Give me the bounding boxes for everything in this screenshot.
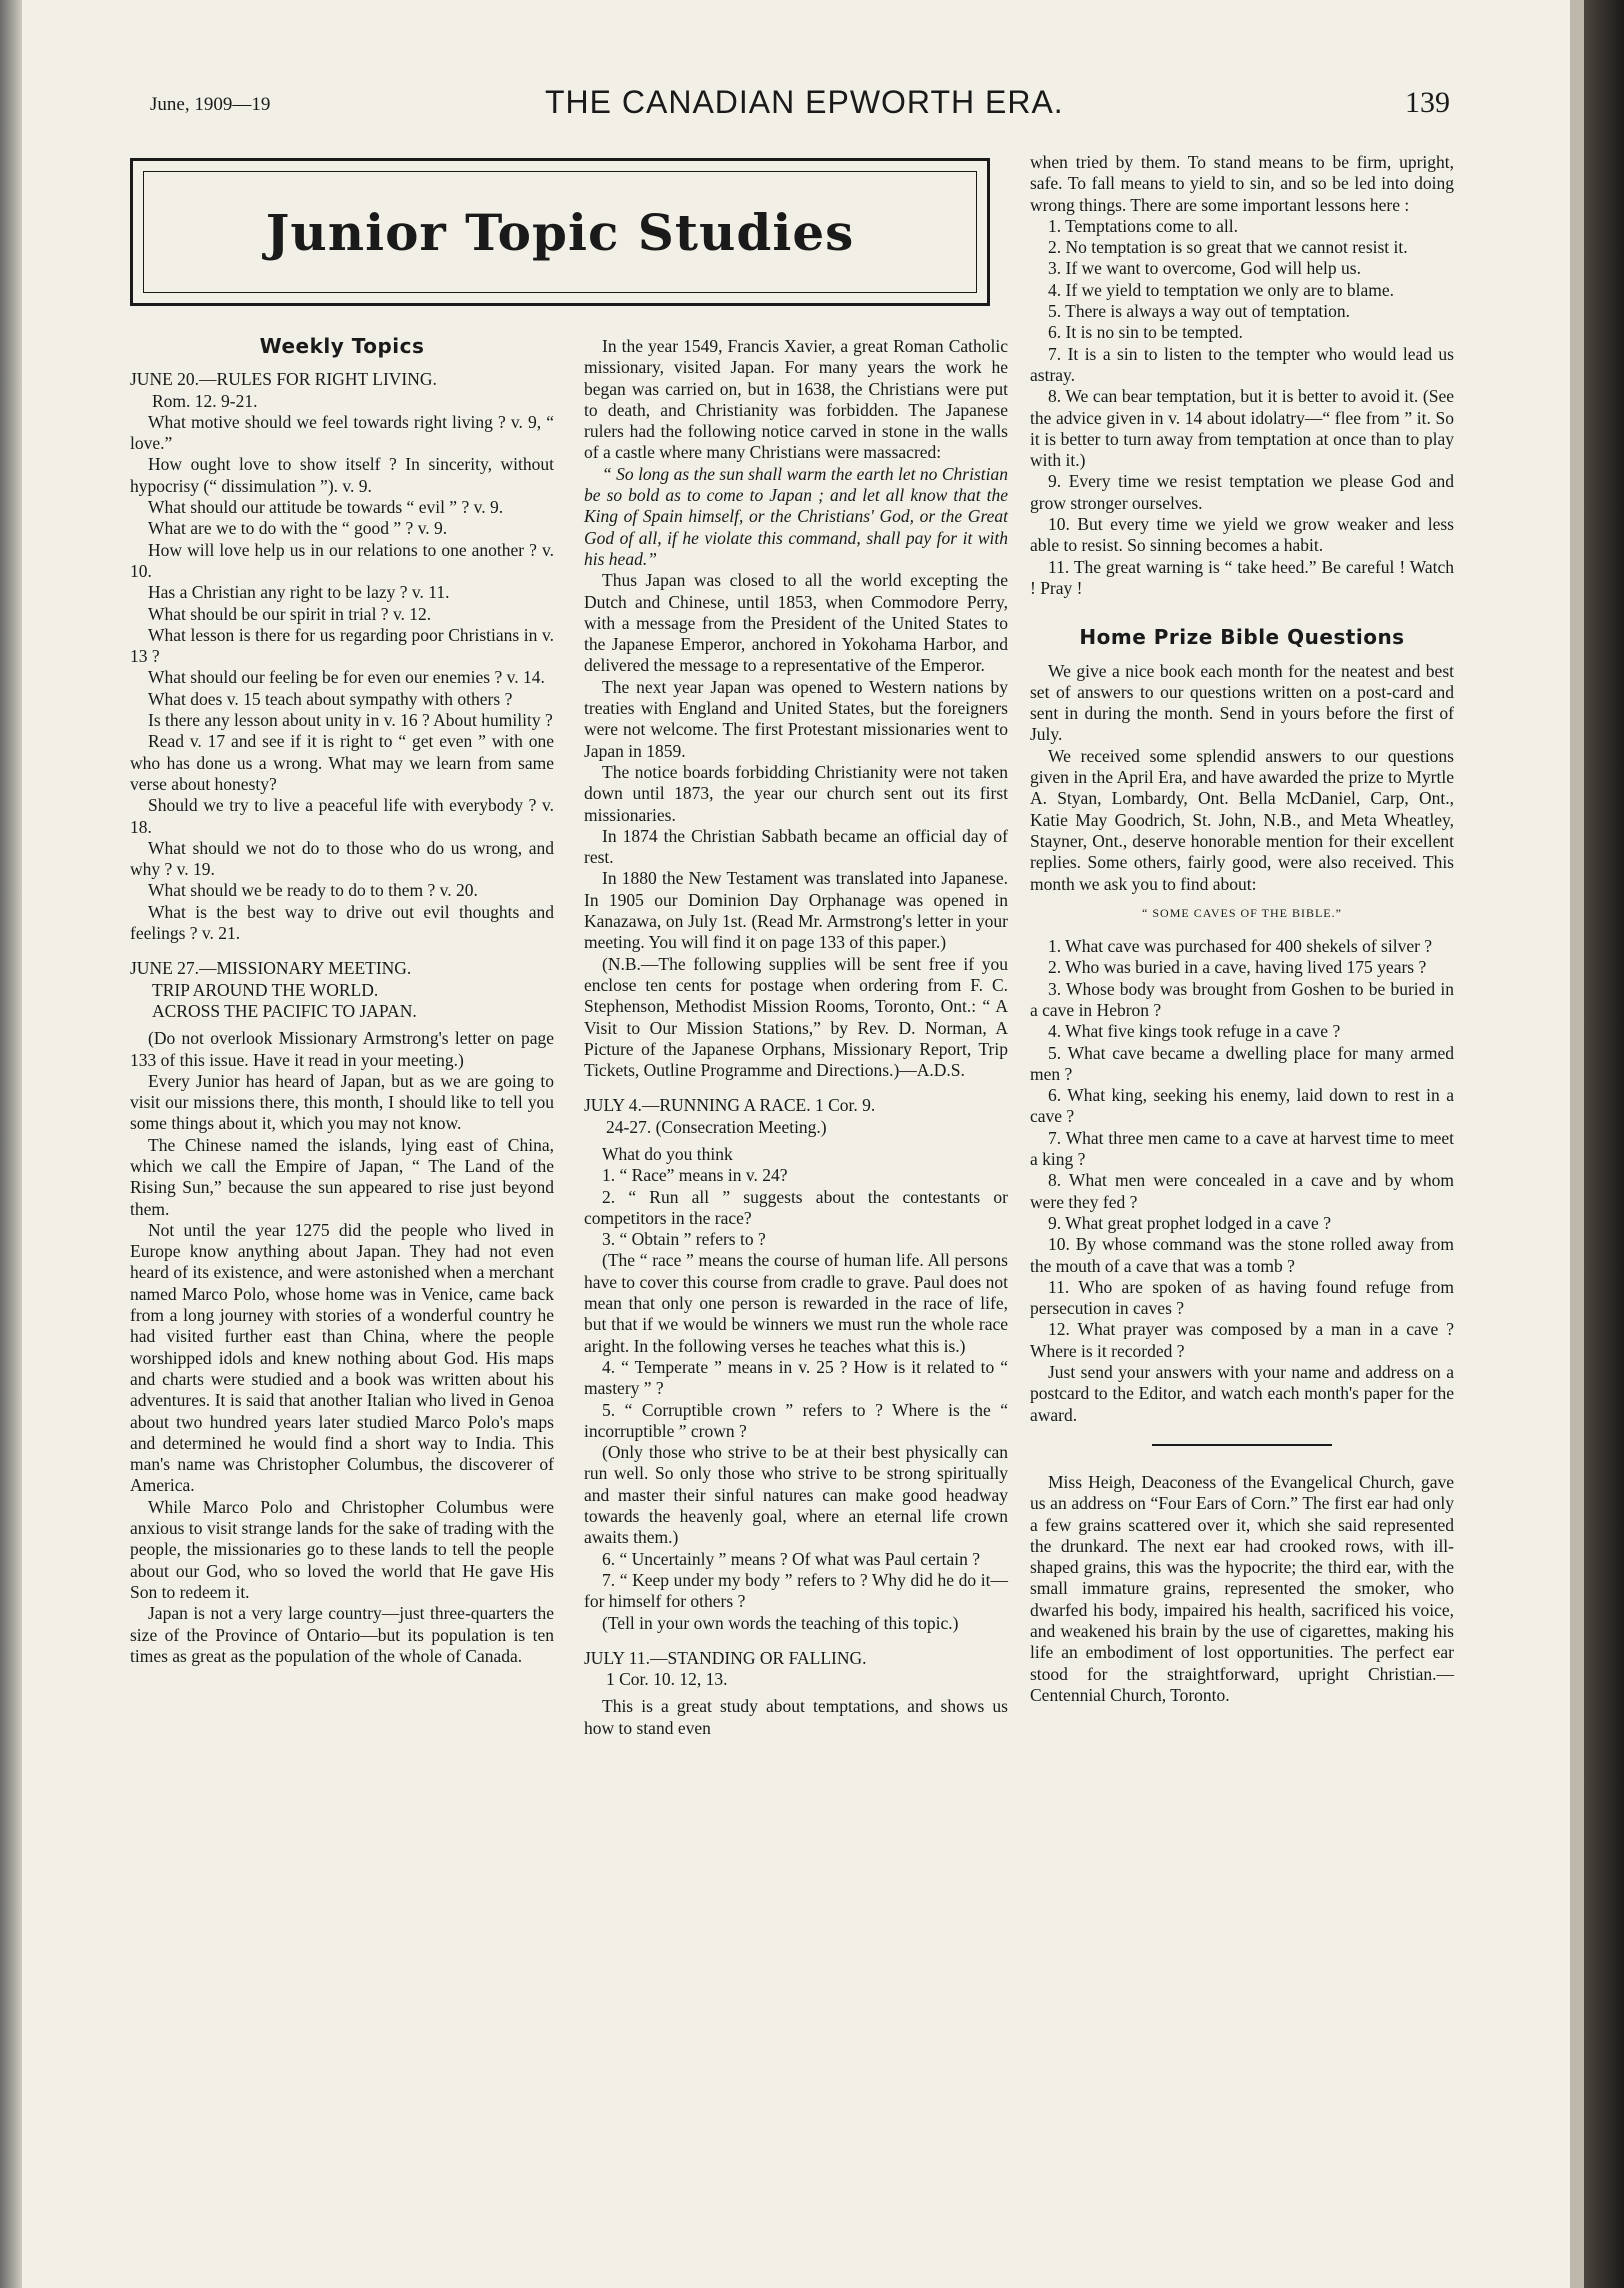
june20-reference: Rom. 12. 9-21. <box>152 390 258 411</box>
cave-question: 9. What great prophet lodged in a cave ? <box>1048 1212 1331 1233</box>
lesson: 7. It is a sin to listen to the tempter who would lead us astray. <box>1030 343 1454 385</box>
lesson: 8. We can bear temptation, but it is better to avoid it. (See the advice given in v. 14 about idolatry—“ flee from ” it. So it is better to turn away from temptation at once than to play with it.) <box>1030 386 1454 471</box>
july11-reference: 1 Cor. 10. 12, 13. <box>606 1669 728 1690</box>
title-box <box>130 158 990 306</box>
lesson: 2. No temptation is so great that we cannot resist it. <box>1048 237 1408 258</box>
cave-question: 12. What prayer was composed by a man in a cave ? Where is it recorded ? <box>1030 1319 1454 1361</box>
paragraph: In the year 1549, Francis Xavier, a great Roman Catholic missionary, visited Japan. For many years the work he began was carried on, but in 1638, the Christians were put to death, and Christianity was forbidden. The Japanese rulers had the following notice carved in stone in the walls of a castle where many Christians were massacred: <box>584 336 1008 463</box>
question: 3. “ Obtain ” refers to ? <box>602 1229 766 1250</box>
paragraph: The next year Japan was opened to Western nations by treaties with England and United States, but the foreigners were not welcome. The first Protestant missionaries went to Japan in 1859. <box>584 676 1008 761</box>
question: Has a Christian any right to be lazy ? v. 11. <box>148 582 450 603</box>
question: 1. “ Race” means in v. 24? <box>602 1165 788 1186</box>
title-box-inner <box>143 171 977 293</box>
lesson: 3. If we want to overcome, God will help us. <box>1048 258 1361 279</box>
paragraph: The notice boards forbidding Christianity were not taken down until 1873, the year our church sent out its first missionaries. <box>584 761 1008 825</box>
paragraph: (N.B.—The following supplies will be sent free if you enclose ten cents for postage when ordering from F. C. Stephenson, Methodist Mission Rooms, Toronto, Ont.: “ A Visit to Our Mission Stations,” by Rev. D. Norman, A Picture of the Japanese Orphans, Missionary Report, Trip Tickets, Outline Programme and Directions.)—A.D.S. <box>584 953 1008 1081</box>
cave-question: 2. Who was buried in a cave, having lived 175 years ? <box>1048 957 1427 978</box>
question: What lesson is there for us regarding poor Christians in v. 13 ? <box>130 624 554 667</box>
lesson: 9. Every time we resist temptation we please God and grow stronger ourselves. <box>1030 471 1454 513</box>
cave-question: 11. Who are spoken of as having found refuge from persecution in caves ? <box>1030 1276 1454 1319</box>
lesson: 4. If we yield to temptation we only are to blame. <box>1048 279 1395 300</box>
cave-question: 4. What five kings took refuge in a cave ? <box>1048 1021 1341 1042</box>
question: What are we to do with the “ good ” ? v. 9. <box>148 518 448 539</box>
question: How ought love to show itself ? In sincerity, without hypocrisy (“ dissimulation ”). v. 9. <box>130 454 554 496</box>
june20-title: JUNE 20.—RULES FOR RIGHT LIVING. <box>130 369 437 390</box>
paragraph: when tried by them. To stand means to be firm, upright, safe. To fall means to yield to sin, and so be led into doing wrong things. There are some important lessons here : <box>1030 152 1454 215</box>
paragraph: Japan is not a very large country—just three-quarters the size of the Province of Ontario—but its population is ten times as great as the population of the whole of Canada. <box>130 1603 554 1666</box>
june20-topic-head <box>130 369 554 412</box>
cave-question: 5. What cave became a dwelling place for many armed men ? <box>1030 1042 1454 1084</box>
cave-question: 3. Whose body was brought from Goshen to be buried in a cave in Hebron ? <box>1030 978 1454 1020</box>
column-3 <box>1030 152 1454 1706</box>
question: What do you think <box>602 1143 733 1164</box>
paragraph: In 1880 the New Testament was translated into Japanese. In 1905 our Dominion Day Orphanage was opened in Kanazawa, on July 1st. (Read Mr. Armstrong's letter in your meeting. You will find it on page 133 of this paper.) <box>584 868 1008 953</box>
june27-title: JUNE 27.—MISSIONARY MEETING. <box>130 958 412 979</box>
lesson: 11. The great warning is “ take heed.” Be careful ! Watch ! Pray ! <box>1030 556 1454 598</box>
header-title: THE CANADIAN EPWORTH ERA. <box>545 84 1064 120</box>
cave-question: 8. What men were concealed in a cave and by whom were they fed ? <box>1030 1170 1454 1212</box>
page-number: 139 <box>1405 86 1450 119</box>
question: (Only those who strive to be at their best physically can run well. So only those who strive to be strong spiritually and master their sinful natures can make good headway towards the heavenly goal, where an eternal life crown awaits them.) <box>584 1442 1008 1548</box>
cave-question: 1. What cave was purchased for 400 shekels of silver ? <box>1048 936 1433 957</box>
cave-question: 6. What king, seeking his enemy, laid down to rest in a cave ? <box>1030 1085 1454 1127</box>
column-1 <box>130 336 554 1667</box>
paragraph: Just send your answers with your name and address on a postcard to the Editor, and watch each month's paper for the award. <box>1030 1362 1454 1425</box>
question: 5. “ Corruptible crown ” refers to ? Where is the “ incorruptible ” crown ? <box>584 1399 1008 1441</box>
paragraph: Miss Heigh, Deaconess of the Evangelical Church, gave us an address on “Four Ears of Corn.” The first ear had only a few grains scattered over it, which she said represented the drunkard. The next ear had crooked rows, with ill-shaped grains, this was the hypocrite; the third ear, with the small immature grains, represented the smoker, who dwarfed his body, impaired his health, sacrificed his voice, and weakened his brain by the use of cigarettes, making his life an embodiment of lost opportunities. The perfect ear stood for the straightforward, upright Christian.—Centennial Church, Toronto. <box>1030 1471 1454 1705</box>
paragraph: Every Junior has heard of Japan, but as we are going to visit our missions there, this month, I should like to tell you some things about it, which you may not know. <box>130 1070 554 1134</box>
caves-subheading: “ SOME CAVES OF THE BIBLE.” <box>1142 905 1342 920</box>
question: 2. “ Run all ” suggests about the contestants or competitors in the race? <box>584 1186 1008 1228</box>
castle-notice-quote: “ So long as the sun shall warm the earth let no Christian be so bold as to come to Japan ; and let all know that the King of Spain himself, or the Christians' God, or the Great God of all, if he violate this command, shall pay for it with his head.” <box>584 463 1008 569</box>
paragraph: We received some splendid answers to our questions given in the April Era, and have awarded the prize to Myrtle A. Styan, Lombardy, Ont. Bella McDaniel, Carp, Ont., Katie May Goodrich, St. John, N.B., and Meta Wheatley, Stayner, Ont., deserve honorable mention for their excellent replies. Some others, fairly good, were also received. This month we ask you to find about: <box>1030 745 1454 894</box>
question: What is the best way to drive out evil thoughts and feelings ? v. 21. <box>130 901 554 944</box>
june27-line2: TRIP AROUND THE WORLD. <box>152 979 379 1000</box>
page-binding-shadow <box>1570 0 1584 2288</box>
prize-questions-heading: Home Prize Bible Questions <box>1079 625 1405 650</box>
question: Read v. 17 and see if it is right to “ get even ” with one who has done us a wrong. What may we learn from same verse about honesty? <box>130 731 554 794</box>
lesson: 5. There is always a way out of temptation. <box>1048 301 1350 322</box>
july11-topic-head <box>584 1648 1008 1691</box>
question: What does v. 15 teach about sympathy with others ? <box>148 688 513 709</box>
paragraph: In 1874 the Christian Sabbath became an official day of rest. <box>584 825 1008 868</box>
question: What should our attitude be towards “ evil ” ? v. 9. <box>148 497 504 518</box>
question: 7. “ Keep under my body ” refers to ? Why did he do it—for himself for others ? <box>584 1569 1008 1612</box>
question: What should we be ready to do to them ? v. 20. <box>148 880 478 901</box>
paragraph: While Marco Polo and Christopher Columbus were anxious to visit strange lands for the sake of trading with the people, the missionaries go to these lands to tell the people about our God, who so loved the world that He gave His Son to redeem it. <box>130 1496 554 1602</box>
running-header <box>150 84 1450 128</box>
july4-reference: 24-27. (Consecration Meeting.) <box>606 1116 827 1137</box>
page-left-edge <box>0 0 22 2288</box>
column-2 <box>584 336 1008 1739</box>
page-title: Junior Topic Studies <box>265 202 855 262</box>
july4-title: JULY 4.—RUNNING A RACE. 1 Cor. 9. <box>584 1095 876 1116</box>
paragraph: (Do not overlook Missionary Armstrong's letter on page 133 of this issue. Have it read in your meeting.) <box>130 1028 554 1070</box>
question: Should we try to live a peaceful life with everybody ? v. 18. <box>130 795 554 837</box>
question: What motive should we feel towards right living ? v. 9, “ love.” <box>130 411 554 454</box>
cave-question: 7. What three men came to a cave at harvest time to meet a king ? <box>1030 1127 1454 1170</box>
july4-topic-head <box>584 1095 1008 1138</box>
question: 6. “ Uncertainly ” means ? Of what was Paul certain ? <box>602 1548 981 1569</box>
paragraph: Thus Japan was closed to all the world excepting the Dutch and Chinese, until 1853, when Commodore Perry, with a message from the President of the United States to the Japanese Emperor, anchored in Yokohama Harbor, and delivered the message to a representative of the Emperor. <box>584 570 1008 676</box>
june27-line3: ACROSS THE PACIFIC TO JAPAN. <box>152 1000 417 1021</box>
question: Is there any lesson about unity in v. 16 ? About humility ? <box>148 710 553 731</box>
lesson: 10. But every time we yield we grow weaker and less able to resist. So sinning becomes a habit. <box>1030 514 1454 556</box>
question: 4. “ Temperate ” means in v. 25 ? How is it related to “ mastery ” ? <box>584 1356 1008 1399</box>
page-right-edge <box>1584 0 1624 2288</box>
lesson: 1. Temptations come to all. <box>1048 215 1238 236</box>
question: (The “ race ” means the course of human life. All persons have to cover this course from cradle to grave. Paul does not mean that only one person is rewarded in the race of life, but that if we would be winners we must run the whole race aright. In the following verses he teaches what this is.) <box>584 1250 1008 1356</box>
question: What should we not do to those who do us wrong, and why ? v. 19. <box>130 837 554 880</box>
paragraph: The Chinese named the islands, lying east of China, which we call the Empire of Japan, “ The Land of the Rising Sun,” because the sun appeared to rise just beyond them. <box>130 1134 554 1219</box>
paragraph: This is a great study about temptations, and shows us how to stand even <box>584 1696 1008 1738</box>
paragraph: We give a nice book each month for the neatest and best set of answers to our questions written on a post-card and sent in during the month. Send in yours before the first of July. <box>1030 660 1454 745</box>
section-divider <box>1152 1444 1332 1446</box>
question: What should our feeling be for even our enemies ? v. 14. <box>148 667 545 688</box>
header-date: June, 1909—19 <box>150 94 271 115</box>
weekly-topics-heading: Weekly Topics <box>259 334 425 358</box>
question: (Tell in your own words the teaching of this topic.) <box>602 1612 959 1633</box>
question: What should be our spirit in trial ? v. 12. <box>148 603 432 624</box>
lesson: 6. It is no sin to be tempted. <box>1048 322 1243 343</box>
june27-topic-head <box>130 958 554 1022</box>
paragraph: Not until the year 1275 did the people who lived in Europe know anything about Japan. They had not even heard of its existence, and were astonished when a merchant named Marco Polo, whose home was in Venice, came back from a long journey with stories of a wonderful country he had visited further east than China, where the people worshipped idols and knew nothing about God. His maps and charts were studied and a book was written about his adventures. It is said that another Italian who lived in Genoa about two hundred years later studied Marco Polo's maps and determined he would find a short way to India. This man's name was Christopher Columbus, the discoverer of America. <box>130 1219 554 1496</box>
july11-title: JULY 11.—STANDING OR FALLING. <box>584 1647 867 1668</box>
question: How will love help us in our relations to one another ? v. 10. <box>130 539 554 581</box>
cave-question: 10. By whose command was the stone rolled away from the mouth of a cave that was a tomb ? <box>1030 1234 1454 1276</box>
